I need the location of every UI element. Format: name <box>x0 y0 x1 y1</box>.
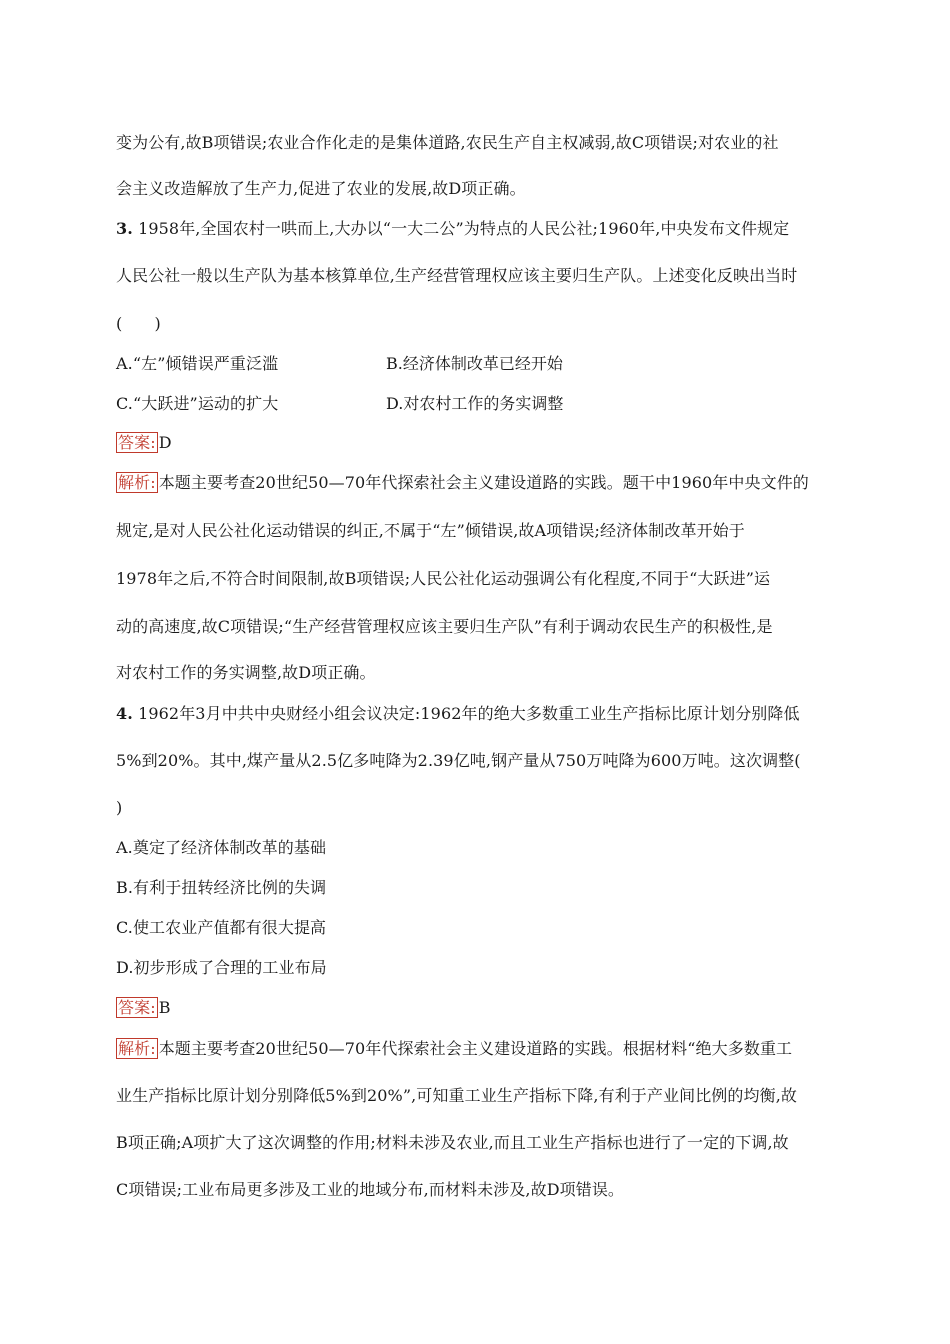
q4-analysis-line: B项正确;A项扩大了这次调整的作用;材料未涉及农业,而且工业生产指标也进行了一定的下调,故 <box>116 1133 789 1152</box>
q4-analysis-text: 本题主要考查20世纪50—70年代探索社会主义建设道路的实践。根据材料“绝大多数重工 <box>158 1039 793 1058</box>
q3-analysis-line: 动的高速度,故C项错误;“生产经营管理权应该主要归生产队”有利于调动农民生产的积极性,是 <box>116 617 773 636</box>
q3-answer <box>116 433 172 453</box>
q4-answer <box>116 998 171 1018</box>
q3-option-d: D.对农村工作的务实调整 <box>386 394 564 413</box>
answer-label: 答案: <box>118 998 156 1017</box>
q4-stem-line: 5%到20%。其中,煤产量从2.5亿多吨降为2.39亿吨,钢产量从750万吨降为600万吨。这次调整( <box>116 751 801 770</box>
q3-analysis-line: 1978年之后,不符合时间限制,故B项错误;人民公社化运动强调公有化程度,不同于“大跃进”运 <box>116 569 771 588</box>
q3-stem-line: 人民公社一般以生产队为基本核算单位,生产经营管理权应该主要归生产队。上述变化反映出当时 <box>116 266 798 285</box>
q3-stem-line <box>116 219 789 239</box>
analysis-label: 解析: <box>118 1039 156 1058</box>
q4-option-d: D.初步形成了合理的工业布局 <box>116 958 327 977</box>
q3-option-c: C.“大跃进”运动的扩大 <box>116 394 279 413</box>
q4-analysis-line <box>116 1039 792 1059</box>
q3-stem-text: 1958年,全国农村一哄而上,大办以“一大二公”为特点的人民公社;1960年,中央发布文件规定 <box>132 219 790 238</box>
q4-stem-text: 1962年3月中共中央财经小组会议决定:1962年的绝大多数重工业生产指标比原计划分别降低 <box>132 704 800 723</box>
q4-option-b: B.有利于扭转经济比例的失调 <box>116 878 327 897</box>
q4-answer-value: B <box>158 998 171 1017</box>
q4-number: 4. <box>116 704 133 723</box>
answer-label: 答案: <box>118 433 156 452</box>
q3-analysis-line: 对农村工作的务实调整,故D项正确。 <box>116 663 376 682</box>
q4-stem-line <box>116 704 800 724</box>
q2-analysis-line: 会主义改造解放了生产力,促进了农业的发展,故D项正确。 <box>116 179 526 198</box>
q3-option-b: B.经济体制改革已经开始 <box>386 354 563 373</box>
q2-analysis-line: 变为公有,故B项错误;农业合作化走的是集体道路,农民生产自主权减弱,故C项错误;对农业的社 <box>116 133 779 152</box>
q3-analysis-line: 规定,是对人民公社化运动错误的纠正,不属于“左”倾错误,故A项错误;经济体制改革开始于 <box>116 521 745 540</box>
q3-option-a: A.“左”倾错误严重泛滥 <box>116 354 279 373</box>
q4-option-a: A.奠定了经济体制改革的基础 <box>116 838 327 857</box>
q3-answer-value: D <box>158 433 172 452</box>
q3-analysis-line <box>116 473 809 493</box>
analysis-label: 解析: <box>118 473 156 492</box>
q4-answer-blank: ) <box>116 798 123 817</box>
q4-option-c: C.使工农业产值都有很大提高 <box>116 918 327 937</box>
q4-analysis-line: C项错误;工业布局更多涉及工业的地域分布,而材料未涉及,故D项错误。 <box>116 1180 625 1199</box>
q4-analysis-line: 业生产指标比原计划分别降低5%到20%”,可知重工业生产指标下降,有利于产业间比例的均衡,故 <box>116 1086 797 1105</box>
q3-answer-blank: ( ) <box>116 314 161 333</box>
q3-number: 3. <box>116 219 133 238</box>
q3-analysis-text: 本题主要考查20世纪50—70年代探索社会主义建设道路的实践。题干中1960年中央文件的 <box>158 473 809 492</box>
